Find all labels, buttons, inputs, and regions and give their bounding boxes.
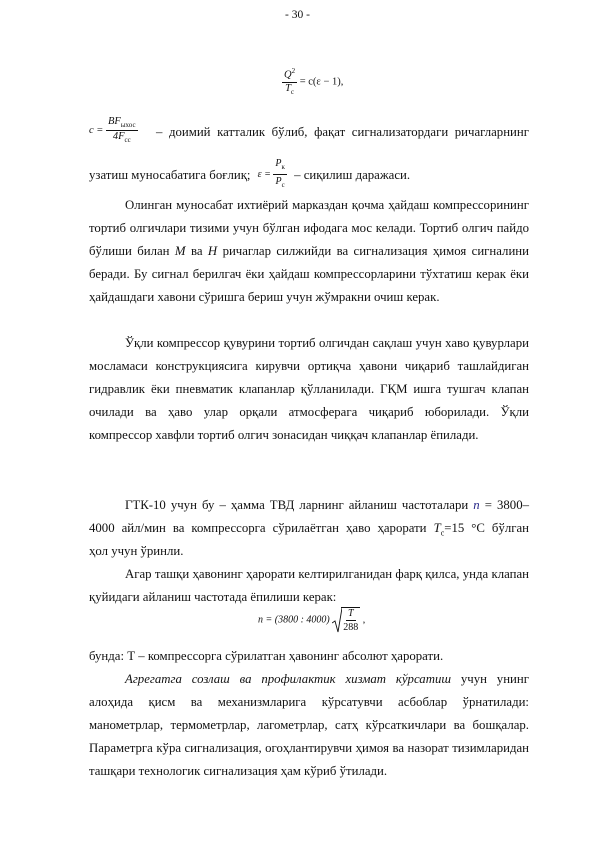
text-span: ва bbox=[190, 244, 203, 258]
italic-phrase: Агрегатга созлаш ва профилактик хизмат кўрсатиш bbox=[125, 672, 452, 686]
formula-sub: с bbox=[281, 181, 285, 189]
formula-lhs: c = bbox=[89, 125, 104, 136]
paragraph-line bbox=[89, 645, 529, 668]
text-span: – сиқилиш даражаси. bbox=[294, 167, 411, 182]
formula-sub: ыхос bbox=[120, 121, 136, 130]
text-span: учун унинг алоҳида қисм ва механизмларига кўрсатувчи асбоблар ўрнатилади: манометрлар, термометрлар, лагометрлар, сатҳ кўрсаткичлари ва бошқалар. Параметрга кўра сигнализация, огоҳлантирувчи ҳимоя ва назорат тизимларидан ташқари технологик сигнализация ҳам кўриб ўтилади. bbox=[89, 672, 529, 778]
formula-compression bbox=[282, 68, 343, 96]
paragraph-line bbox=[89, 160, 529, 193]
text-span: ҳол учун ўринли. bbox=[89, 544, 184, 558]
paragraph bbox=[89, 332, 529, 447]
paragraph-line bbox=[156, 121, 529, 144]
variable-n: n bbox=[473, 498, 480, 512]
text-span: узатиш муносабатига боғлиқ; bbox=[89, 167, 251, 182]
formula-denominator: P bbox=[275, 176, 282, 187]
formula-fraction bbox=[341, 607, 360, 633]
paragraph-line bbox=[89, 540, 529, 563]
variable-sub: c bbox=[440, 528, 445, 538]
formula-sub: cc bbox=[124, 136, 131, 145]
formula-denominator: 4F bbox=[112, 131, 125, 143]
formula-frequency bbox=[258, 607, 365, 633]
text-span: ричаглар силжийди ва сигнализация ҳимоя сигналини беради. Бу сигнал берилгач ёки ҳайдаш компрессорларини тўхтатиш керак ёки ҳайдашдаги хавони сўришга бериш учун жўмракни очиш керак. bbox=[89, 244, 529, 304]
variable-h: Н bbox=[207, 244, 218, 258]
text-span: бунда: Т – компрессорга сўрилатган ҳавонинг абсолют ҳарорати. bbox=[89, 649, 444, 663]
paragraph bbox=[89, 563, 529, 609]
sqrt-icon bbox=[332, 607, 360, 633]
formula-fraction bbox=[282, 68, 297, 96]
formula-numerator: BF bbox=[108, 116, 121, 127]
formula-fraction bbox=[273, 158, 287, 191]
formula-sub: c bbox=[290, 88, 295, 97]
formula-numerator: T bbox=[347, 608, 354, 619]
paragraph bbox=[89, 668, 529, 783]
text-span: 4000 айл/мин ва компрессорга сўрилаётган ҳаво ҳарорати bbox=[89, 521, 427, 535]
paragraph bbox=[89, 194, 529, 309]
paragraph-line bbox=[89, 494, 529, 517]
formula-rhs: = c(ε − 1), bbox=[299, 76, 344, 88]
formula-numerator: Q bbox=[284, 69, 292, 81]
text-span: – доимий катталик бўлиб, фақат сигнализатордаги ричагларнинг bbox=[156, 125, 529, 139]
formula-lhs: ε = bbox=[257, 168, 271, 180]
formula-sup: 2 bbox=[291, 67, 296, 75]
formula-denominator: 288 bbox=[343, 622, 359, 633]
text-span: ГТК-10 учун бу – ҳамма ТВД ларнинг айланиш частоталари bbox=[125, 498, 469, 512]
variable-m: М bbox=[174, 244, 186, 258]
page-number: - 30 - bbox=[285, 9, 310, 21]
text-span: =15 °С бўлган bbox=[444, 521, 530, 535]
formula-end: , bbox=[362, 614, 366, 626]
variable-t: T bbox=[433, 521, 441, 535]
text-span: Агар ташқи ҳавонинг ҳарорати келтирилганидан фарқ қилса, унда клапан қуйидаги айланиш частотада ёпилиши керак: bbox=[89, 567, 529, 604]
formula-sub: к bbox=[281, 163, 285, 171]
formula-epsilon bbox=[258, 158, 287, 191]
text-span: = 3800– bbox=[484, 498, 529, 512]
text-span: Ўқли компрессор қувурини тортиб олгичдан сақлаш учун хаво қувурлари мосламаси конструкциясига кирувчи ортиқча ҳавони чиқариб ташлайдиган гидравлик ёки пневматик клапанлар қўлланилади. ГҚМ ишга тушгач клапан очилади ва ҳаво улар орқали атмосферага чиқариб юборилади. Ўқли компрессор хавфли тортиб олгич зонасидан чиққач клапанлар ёпилади. bbox=[89, 336, 529, 442]
formula-fraction bbox=[106, 117, 138, 144]
formula-constant bbox=[89, 117, 138, 144]
formula-lhs: n = (3800 : 4000) bbox=[258, 614, 330, 626]
formula-numerator: P bbox=[275, 158, 282, 169]
formula-denominator: T bbox=[285, 83, 291, 94]
text-span: Олинган муносабат ихтиёрий марказдан қочма ҳайдаш компрессорининг тортиб олгичлари тизими учун бўлган ифодага мос келади. Тортиб олгич пайдо бўлиши билан bbox=[89, 198, 529, 258]
